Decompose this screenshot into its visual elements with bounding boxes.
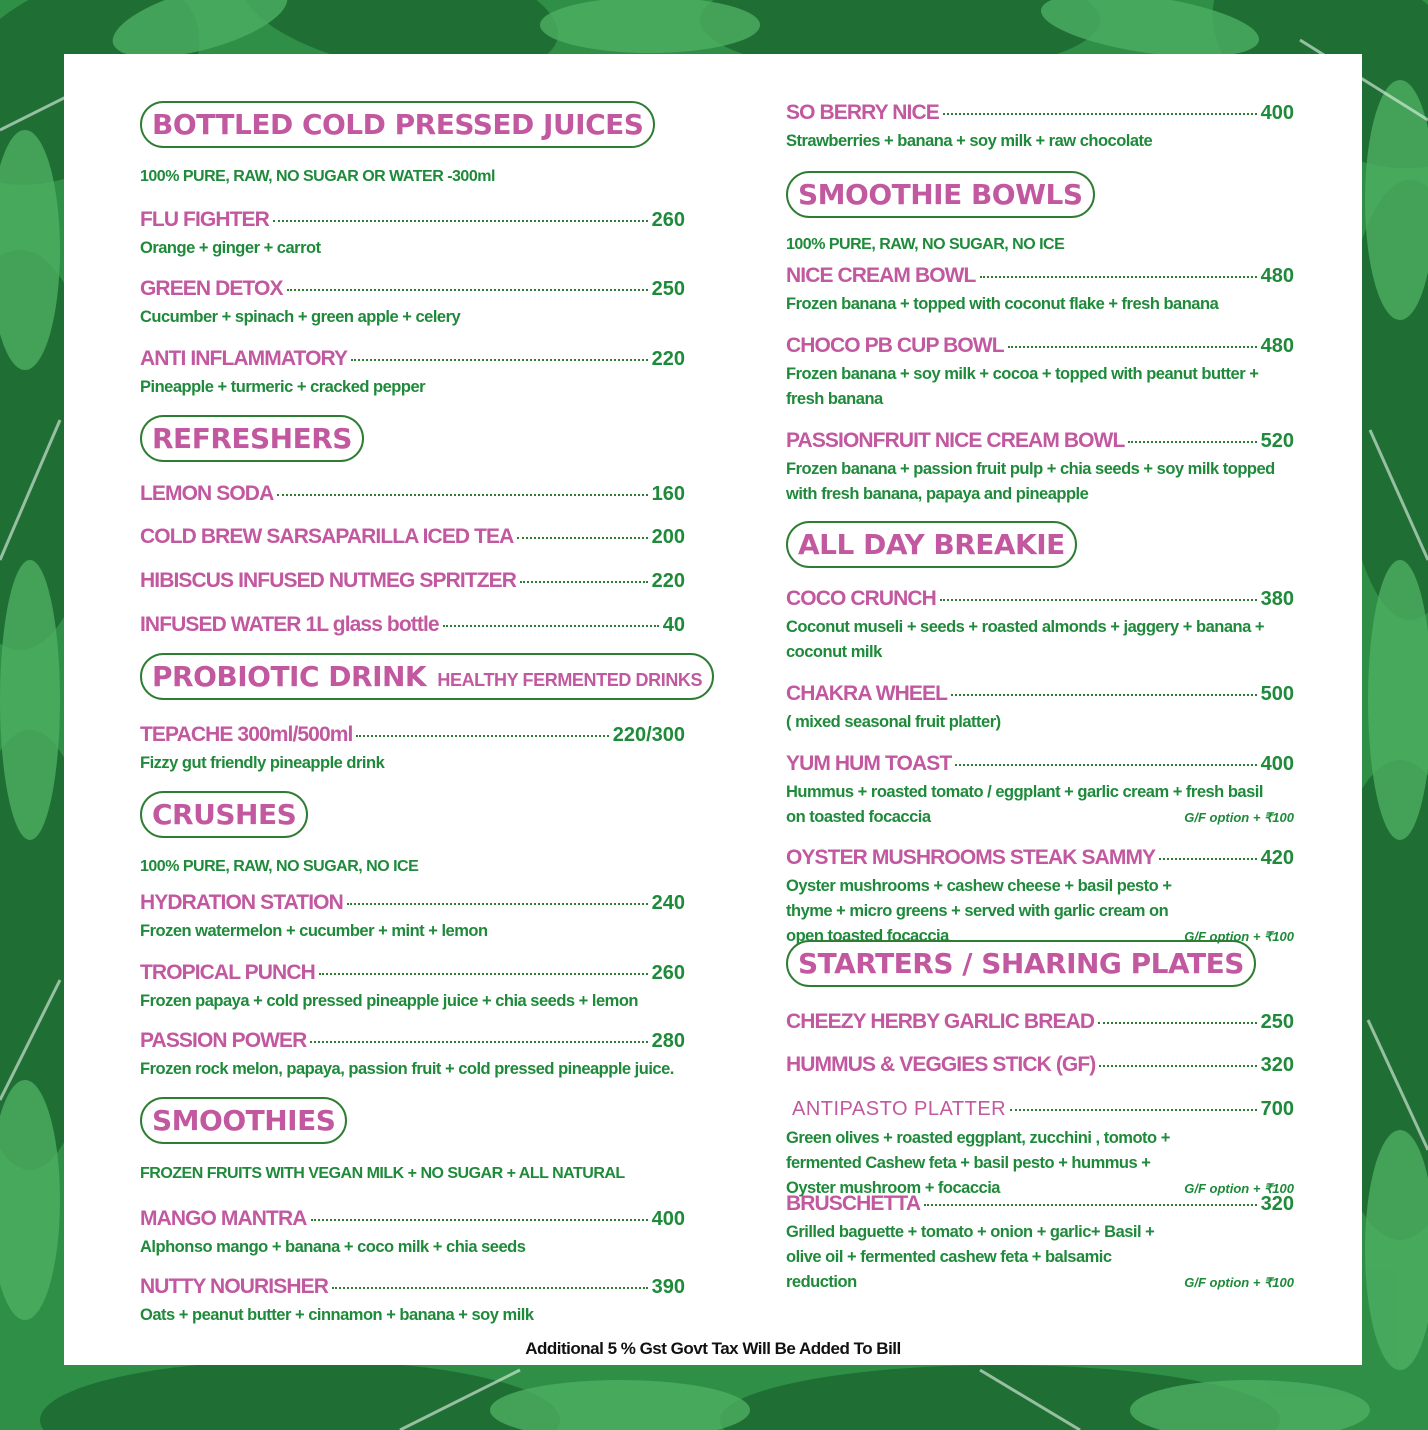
section-title-text: PROBIOTIC DRINK [152,660,427,693]
menu-item [140,277,685,330]
menu-item [786,1010,1294,1036]
item-name: OYSTER MUSHROOMS STEAK SAMMY [786,846,1156,869]
item-name: CHOCO PB CUP BOWL [786,334,1004,357]
gluten-free-option: G/F option + ₹100 [1184,810,1294,825]
item-price: 500 [1260,683,1294,705]
item-name: CHEEZY HERBY GARLIC BREAD [786,1010,1095,1033]
item-name: SO BERRY NICE [786,101,939,124]
section-note: 100% PURE, RAW, NO SUGAR, NO ICE [140,858,419,875]
menu-item [786,846,1294,949]
item-name: LEMON SODA [140,482,274,505]
section-title: ALL DAY BREAKIE [786,521,1077,568]
section-note: 100% PURE, RAW, NO SUGAR, NO ICE [786,236,1065,253]
item-price: 40 [662,614,685,636]
section-title: CRUSHES [140,791,308,838]
item-description: Strawberries + banana + soy milk + raw chocolate [786,132,1153,150]
section-note: 100% PURE, RAW, NO SUGAR OR WATER -300ml [140,168,495,185]
item-name: ANTIPASTO PLATTER [792,1098,1007,1120]
section-title: SMOOTHIE BOWLS [786,171,1095,218]
item-name: NUTTY NOURISHER [140,1275,328,1298]
item-name: HIBISCUS INFUSED NUTMEG SPRITZER [140,569,517,592]
item-name: CHAKRA WHEEL [786,682,948,705]
item-name: COCO CRUNCH [786,587,936,610]
section-crushes [140,791,685,838]
item-description: Oats + peanut butter + cinnamon + banana + soy milk [140,1306,534,1324]
menu-item [140,961,685,1014]
menu-item [140,1275,685,1328]
item-price: 320 [1260,1193,1294,1215]
section-juices [140,101,685,148]
item-name: TROPICAL PUNCH [140,961,315,984]
item-description: Cucumber + spinach + green apple + celery [140,308,461,326]
item-name: INFUSED WATER 1L glass bottle [140,613,439,636]
item-name: YUM HUM TOAST [786,752,952,775]
menu-item [140,613,685,639]
item-name: MANGO MANTRA [140,1207,307,1230]
menu-item [786,1098,1294,1201]
item-description: Frozen watermelon + cucumber + mint + lemon [140,922,488,940]
item-price: 220 [651,348,685,370]
gluten-free-option: G/F option + ₹100 [1184,1275,1294,1290]
menu-item [786,429,1294,507]
item-name: TEPACHE 300ml/500ml [140,723,353,746]
item-name: COLD BREW SARSAPARILLA ICED TEA [140,525,514,548]
gluten-free-option: G/F option + ₹100 [1184,929,1294,944]
tax-note: Additional 5 % Gst Govt Tax Will Be Added To Bill [525,1339,901,1358]
item-description: Fizzy gut friendly pineapple drink [140,754,385,772]
item-name: HYDRATION STATION [140,891,343,914]
item-price: 420 [1260,847,1294,869]
item-description: Orange + ginger + carrot [140,239,321,257]
item-description: Alphonso mango + banana + coco milk + chia seeds [140,1238,526,1256]
section-starters [786,940,1294,987]
item-price: 400 [1260,102,1294,124]
menu-item [786,264,1294,317]
item-description: Frozen banana + topped with coconut flake + fresh banana [786,295,1219,313]
section-title: REFRESHERS [140,415,364,462]
item-price: 220 [651,570,685,592]
section-smoothies [140,1097,685,1144]
item-price: 260 [651,962,685,984]
item-price: 400 [1260,753,1294,775]
item-name: FLU FIGHTER [140,208,269,231]
item-name: NICE CREAM BOWL [786,264,976,287]
item-description: Frozen papaya + cold pressed pineapple juice + chia seeds + lemon [140,992,638,1010]
section-smoothie-bowls [786,171,1294,218]
item-name: BRUSCHETTA [786,1192,921,1215]
item-description: Oyster mushrooms + cashew cheese + basil pesto + thyme + micro greens + served with garlic cream on open toasted focaccia [786,877,1172,945]
item-price: 160 [651,483,685,505]
menu-item [140,569,685,595]
section-probiotic [140,653,703,700]
section-title [140,653,714,700]
section-refreshers [140,415,685,462]
item-description: Hummus + roasted tomato / eggplant + garlic cream + fresh basil on toasted focaccia [786,783,1263,826]
section-title: BOTTLED COLD PRESSED JUICES [140,101,655,148]
menu-item [140,891,685,944]
item-price: 240 [651,892,685,914]
menu-item [786,587,1294,665]
menu-panel [64,54,1362,1365]
section-title: SMOOTHIES [140,1097,347,1144]
item-description: Frozen banana + passion fruit pulp + chia seeds + soy milk topped with fresh banana, papaya and pineapple [786,460,1275,503]
item-price: 480 [1260,265,1294,287]
item-description: Frozen banana + soy milk + cocoa + topped with peanut butter + fresh banana [786,365,1259,408]
item-name: HUMMUS & VEGGIES STICK (GF) [786,1053,1096,1076]
item-price: 200 [651,526,685,548]
item-price: 250 [1260,1011,1294,1033]
item-description: Coconut museli + seeds + roasted almonds + jaggery + banana + coconut milk [786,618,1264,661]
item-price: 320 [1260,1054,1294,1076]
menu-item [786,1053,1294,1079]
menu-item [786,752,1294,830]
item-price: 390 [651,1276,685,1298]
menu-item [140,208,685,261]
menu-item [786,1192,1294,1295]
item-name: PASSION POWER [140,1029,307,1052]
menu-item [140,525,685,551]
item-name: PASSIONFRUIT NICE CREAM BOWL [786,429,1125,452]
section-title: STARTERS / SHARING PLATES [786,940,1256,987]
item-price: 250 [651,278,685,300]
item-price: 280 [651,1030,685,1052]
menu-item [140,482,685,508]
item-price: 400 [651,1208,685,1230]
item-description: ( mixed seasonal fruit platter) [786,713,1001,731]
menu-item [786,334,1294,412]
section-all-day-breakie [786,521,1294,568]
item-description: Green olives + roasted eggplant, zucchini , tomoto + fermented Cashew feta + basil pesto + hummus + Oyster mushroom + focaccia [786,1129,1170,1197]
item-price: 220/300 [612,724,685,746]
item-price: 700 [1260,1098,1294,1120]
item-price: 260 [651,209,685,231]
menu-item [140,723,685,776]
item-description: Frozen rock melon, papaya, passion fruit + cold pressed pineapple juice. [140,1060,674,1078]
item-name: ANTI INFLAMMATORY [140,347,348,370]
item-description: Grilled baguette + tomato + onion + garlic+ Basil + olive oil + fermented cashew feta + balsamic reduction [786,1223,1155,1291]
section-note: FROZEN FRUITS WITH VEGAN MILK + NO SUGAR + ALL NATURAL [140,1165,625,1182]
section-subtitle: HEALTHY FERMENTED DRINKS [437,670,703,690]
menu-item [140,1207,685,1260]
item-price: 480 [1260,335,1294,357]
menu-item [786,101,1294,154]
item-price: 380 [1260,588,1294,610]
menu-item [140,1029,685,1082]
item-name: GREEN DETOX [140,277,283,300]
gluten-free-option: G/F option + ₹100 [1184,1181,1294,1196]
item-price: 520 [1260,430,1294,452]
item-description: Pineapple + turmeric + cracked pepper [140,378,426,396]
menu-item [140,347,685,400]
menu-item [786,682,1294,735]
